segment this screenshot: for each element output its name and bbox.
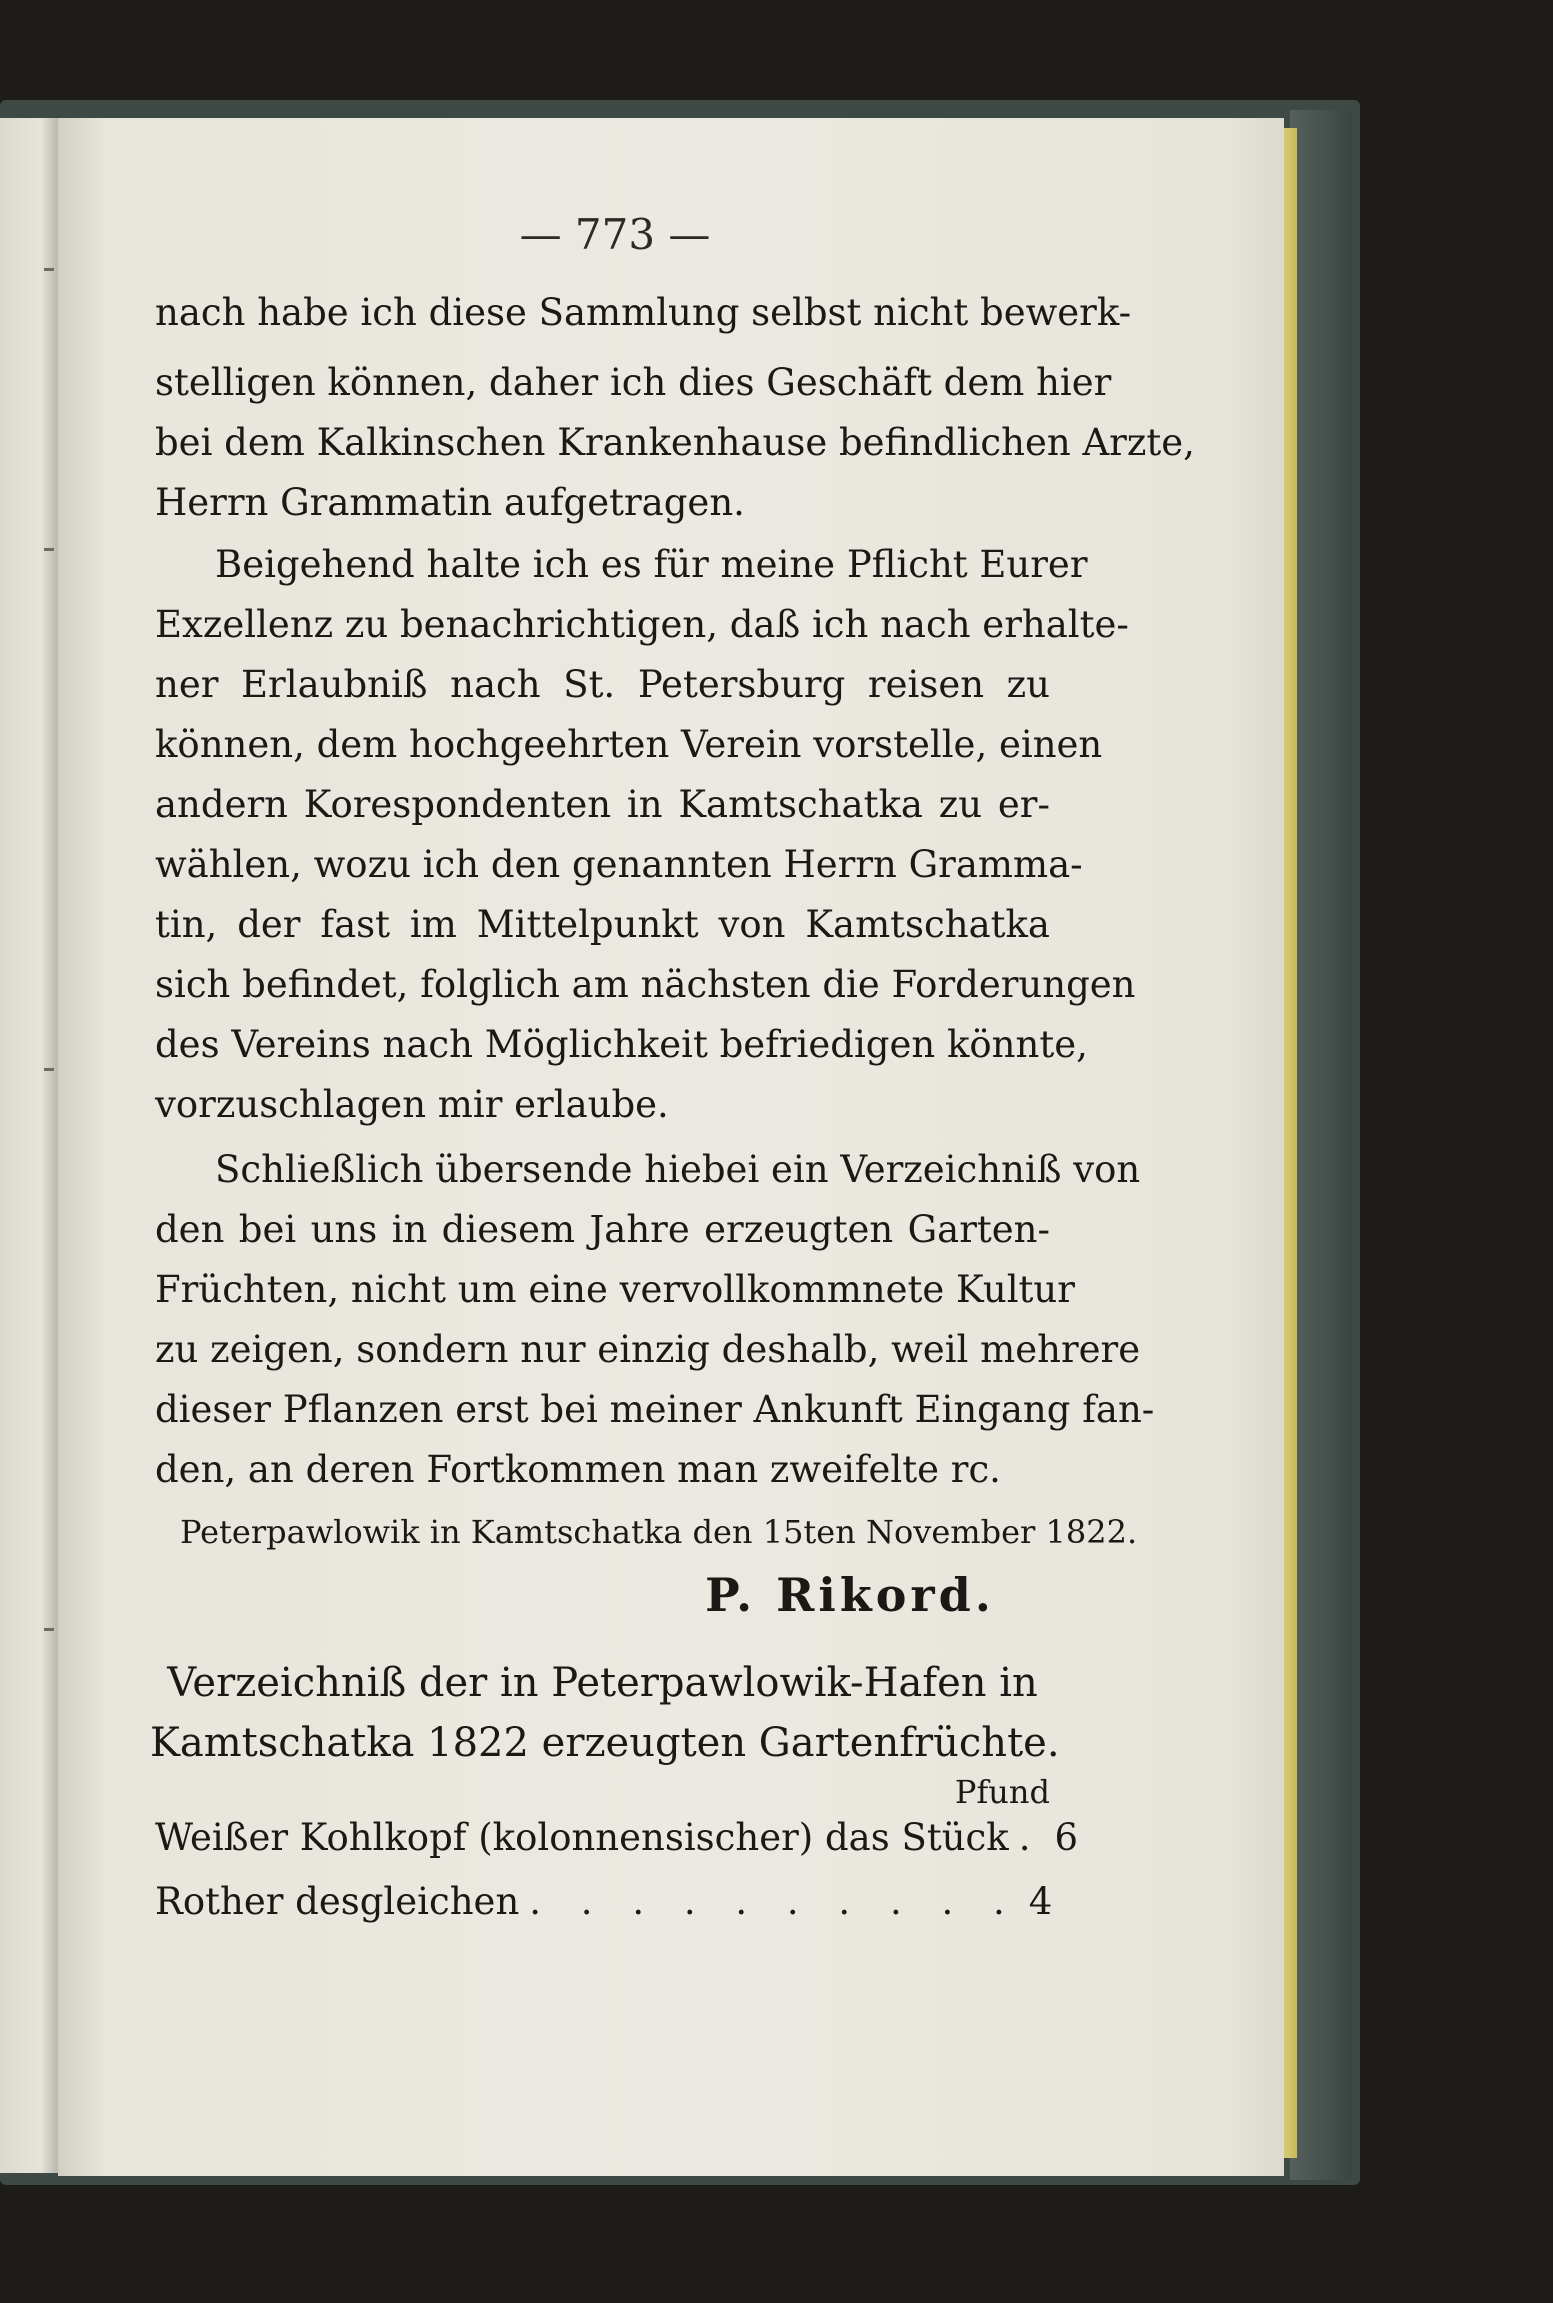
text-line: stelligen können, daher ich dies Geschäft dem hier <box>155 361 1112 404</box>
text-line: dieser Pflanzen erst bei meiner Ankunft Eingang fan- <box>155 1388 1155 1431</box>
signature: P. Rikord. <box>705 1568 995 1622</box>
text-line: zu zeigen, sondern nur einzig deshalb, weil mehrere <box>155 1328 1141 1371</box>
list-title: Verzeichniß der in Peterpawlowik-Hafen in <box>167 1660 1038 1706</box>
item-name: Weißer Kohlkopf (kolonnensischer) das Stück <box>155 1816 1009 1859</box>
item-quantity: 6 <box>1054 1816 1078 1859</box>
text-line: sich befindet, folglich am nächsten die Forderungen <box>155 963 1136 1006</box>
text-line: den bei uns in diesem Jahre erzeugten Garten- <box>155 1208 1050 1251</box>
text-line: tin, der fast im Mittelpunkt von Kamtschatka <box>155 903 1050 946</box>
leader-dots: . <box>1018 1816 1045 1859</box>
item-name: Rother desgleichen <box>155 1880 520 1923</box>
place-date-line: Peterpawlowik in Kamtschatka den 15ten November 1822. <box>180 1513 1138 1551</box>
leader-dots: . . . . . . . . . . <box>529 1880 1019 1923</box>
text-line: des Vereins nach Möglichkeit befriedigen könnte, <box>155 1023 1088 1066</box>
text-line: den, an deren Fortkommen man zweifelte rc. <box>155 1448 1001 1491</box>
page-number: — 773 — <box>519 210 711 259</box>
page-mark <box>44 268 54 271</box>
text-line: bei dem Kalkinschen Krankenhause befindlichen Arzte, <box>155 421 1195 464</box>
page-mark <box>44 1068 54 1071</box>
text-line: Herrn Grammatin aufgetragen. <box>155 481 745 524</box>
page-edge-gilding <box>1282 128 1297 2158</box>
list-item <box>155 1808 1078 1868</box>
cover-edge <box>1290 110 1352 2180</box>
text-line: können, dem hochgeehrten Verein vorstelle, einen <box>155 723 1103 766</box>
text-line: nach habe ich diese Sammlung selbst nicht bewerk- <box>155 291 1132 334</box>
unit-header: Pfund <box>954 1773 1050 1811</box>
item-quantity: 4 <box>1028 1880 1053 1923</box>
text-line: vorzuschlagen mir erlaube. <box>155 1083 669 1126</box>
text-line: Schließlich übersende hiebei ein Verzeichniß von <box>215 1148 1141 1191</box>
text-line: Früchten, nicht um eine vervollkommnete Kultur <box>155 1268 1075 1311</box>
list-item <box>155 1872 1053 1932</box>
text-line: wählen, wozu ich den genannten Herrn Gramma- <box>155 843 1083 886</box>
text-line: Exzellenz zu benachrichtigen, daß ich nach erhalte- <box>155 603 1129 646</box>
text-line: ner Erlaubniß nach St. Petersburg reisen zu <box>155 663 1050 706</box>
left-page-strip <box>0 118 58 2173</box>
page-mark <box>44 548 54 551</box>
text-line: Beigehend halte ich es für meine Pflicht Eurer <box>215 543 1088 586</box>
page-mark <box>44 1628 54 1631</box>
text-line: andern Korespondenten in Kamtschatka zu er- <box>155 783 1050 826</box>
list-title: Kamtschatka 1822 erzeugten Gartenfrüchte. <box>150 1720 1060 1766</box>
